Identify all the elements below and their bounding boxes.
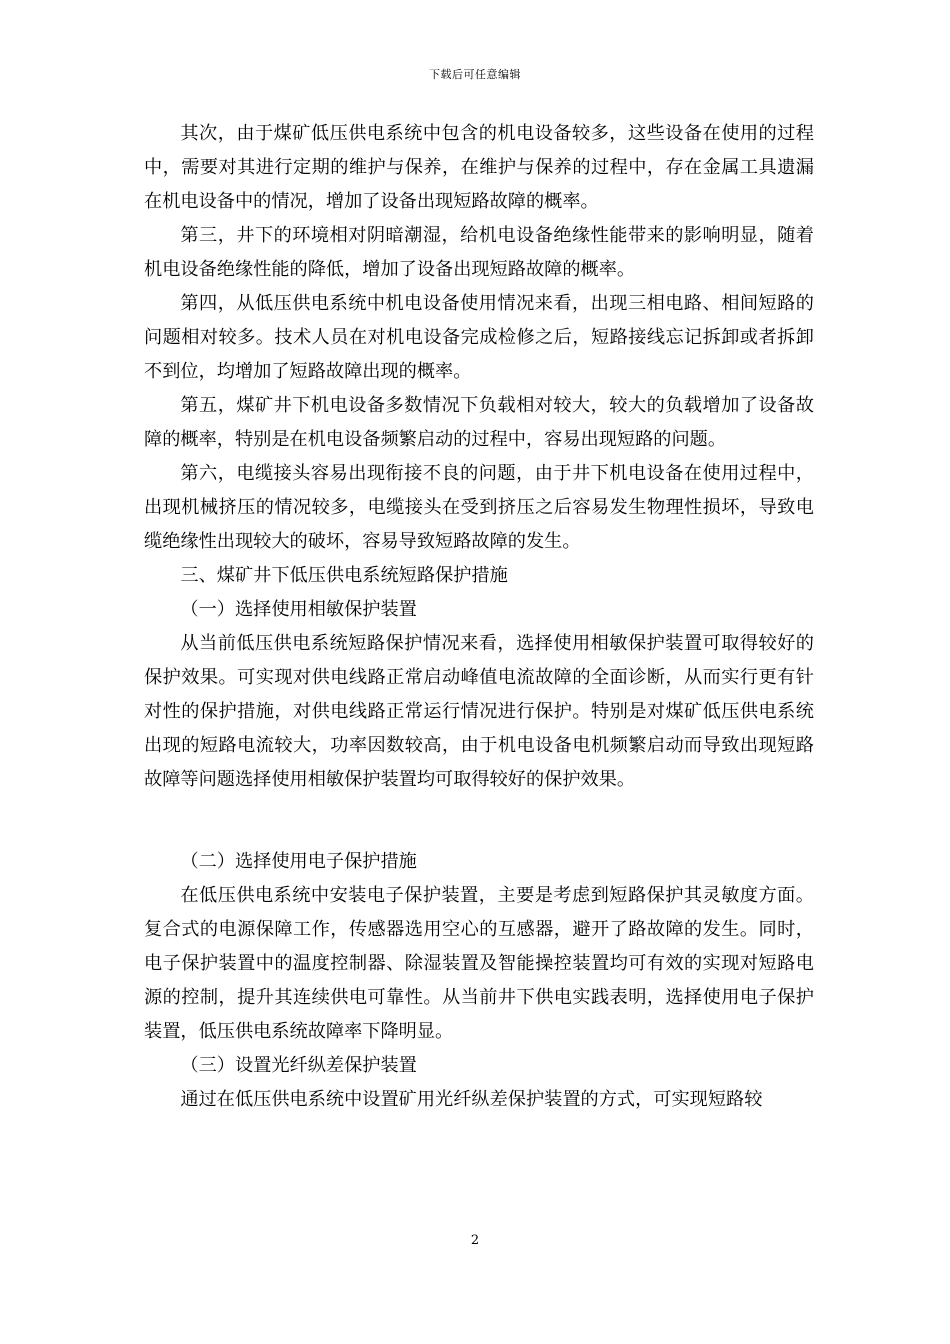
document-body	[144, 117, 814, 1117]
paragraph-3: 第四，从低压供电系统中机电设备使用情况来看，出现三相电路、相间短路的问题相对较多。技术人员在对机电设备完成检修之后，短路接线忘记拆卸或者拆卸不到位，均增加了短路故障出现的概率。	[144, 293, 814, 382]
paragraph-6: 从当前低压供电系统短路保护情况来看，选择使用相敏保护装置可取得较好的保护效果。可实现对供电线路正常启动峰值电流故障的全面诊断，从而实行更有针对性的保护措施，对供电线路正常运行情况进行保护。特别是对煤矿低压供电系统出现的短路电流较大，功率因数较高，由于机电设备电机频繁启动而导致出现短路故障等问题选择使用相敏保护装置均可取得较好的保护效果。	[144, 633, 814, 790]
subsection-heading-2: （二）选择使用电子保护措施	[180, 851, 417, 872]
paragraph-8: 通过在低压供电系统中设置矿用光纤纵差保护装置的方式，可实现短路较	[180, 1089, 763, 1110]
blank-line	[144, 797, 814, 845]
paragraph-7: 在低压供电系统中安装电子保护装置，主要是考虑到短路保护其灵敏度方面。复合式的电源保障工作，传感器选用空心的互感器，避开了路故障的发生。同时，电子保护装置中的温度控制器、除湿装置及智能操控装置均可有效的实现对短路电源的控制，提升其连续供电可靠性。从当前井下供电实践表明，选择使用电子保护装置，低压供电系统故障率下降明显。	[144, 885, 814, 1042]
subsection-heading-1: （一）选择使用相敏保护装置	[180, 599, 417, 620]
paragraph-2: 第三，井下的环境相对阴暗潮湿，给机电设备绝缘性能带来的影响明显，随着机电设备绝缘性能的降低，增加了设备出现短路故障的概率。	[144, 225, 814, 280]
paragraph-4: 第五，煤矿井下机电设备多数情况下负载相对较大，较大的负载增加了设备故障的概率，特别是在机电设备频繁启动的过程中，容易出现短路的问题。	[144, 395, 814, 450]
paragraph-1: 其次，由于煤矿低压供电系统中包含的机电设备较多，这些设备在使用的过程中，需要对其进行定期的维护与保养，在维护与保养的过程中，存在金属工具遗漏在机电设备中的情况，增加了设备出现短路故障的概率。	[144, 123, 814, 212]
page-number: 2	[470, 1233, 480, 1248]
subsection-heading-3: （三）设置光纤纵差保护装置	[180, 1055, 417, 1076]
section-heading-3: 三、煤矿井下低压供电系统短路保护措施	[180, 565, 508, 586]
paragraph-5: 第六，电缆接头容易出现衔接不良的问题，由于井下机电设备在使用过程中，出现机械挤压的情况较多，电缆接头在受到挤压之后容易发生物理性损坏，导致电缆绝缘性出现较大的破坏，容易导致短路故障的发生。	[144, 463, 814, 552]
page-header: 下载后可任意编辑	[429, 68, 521, 81]
